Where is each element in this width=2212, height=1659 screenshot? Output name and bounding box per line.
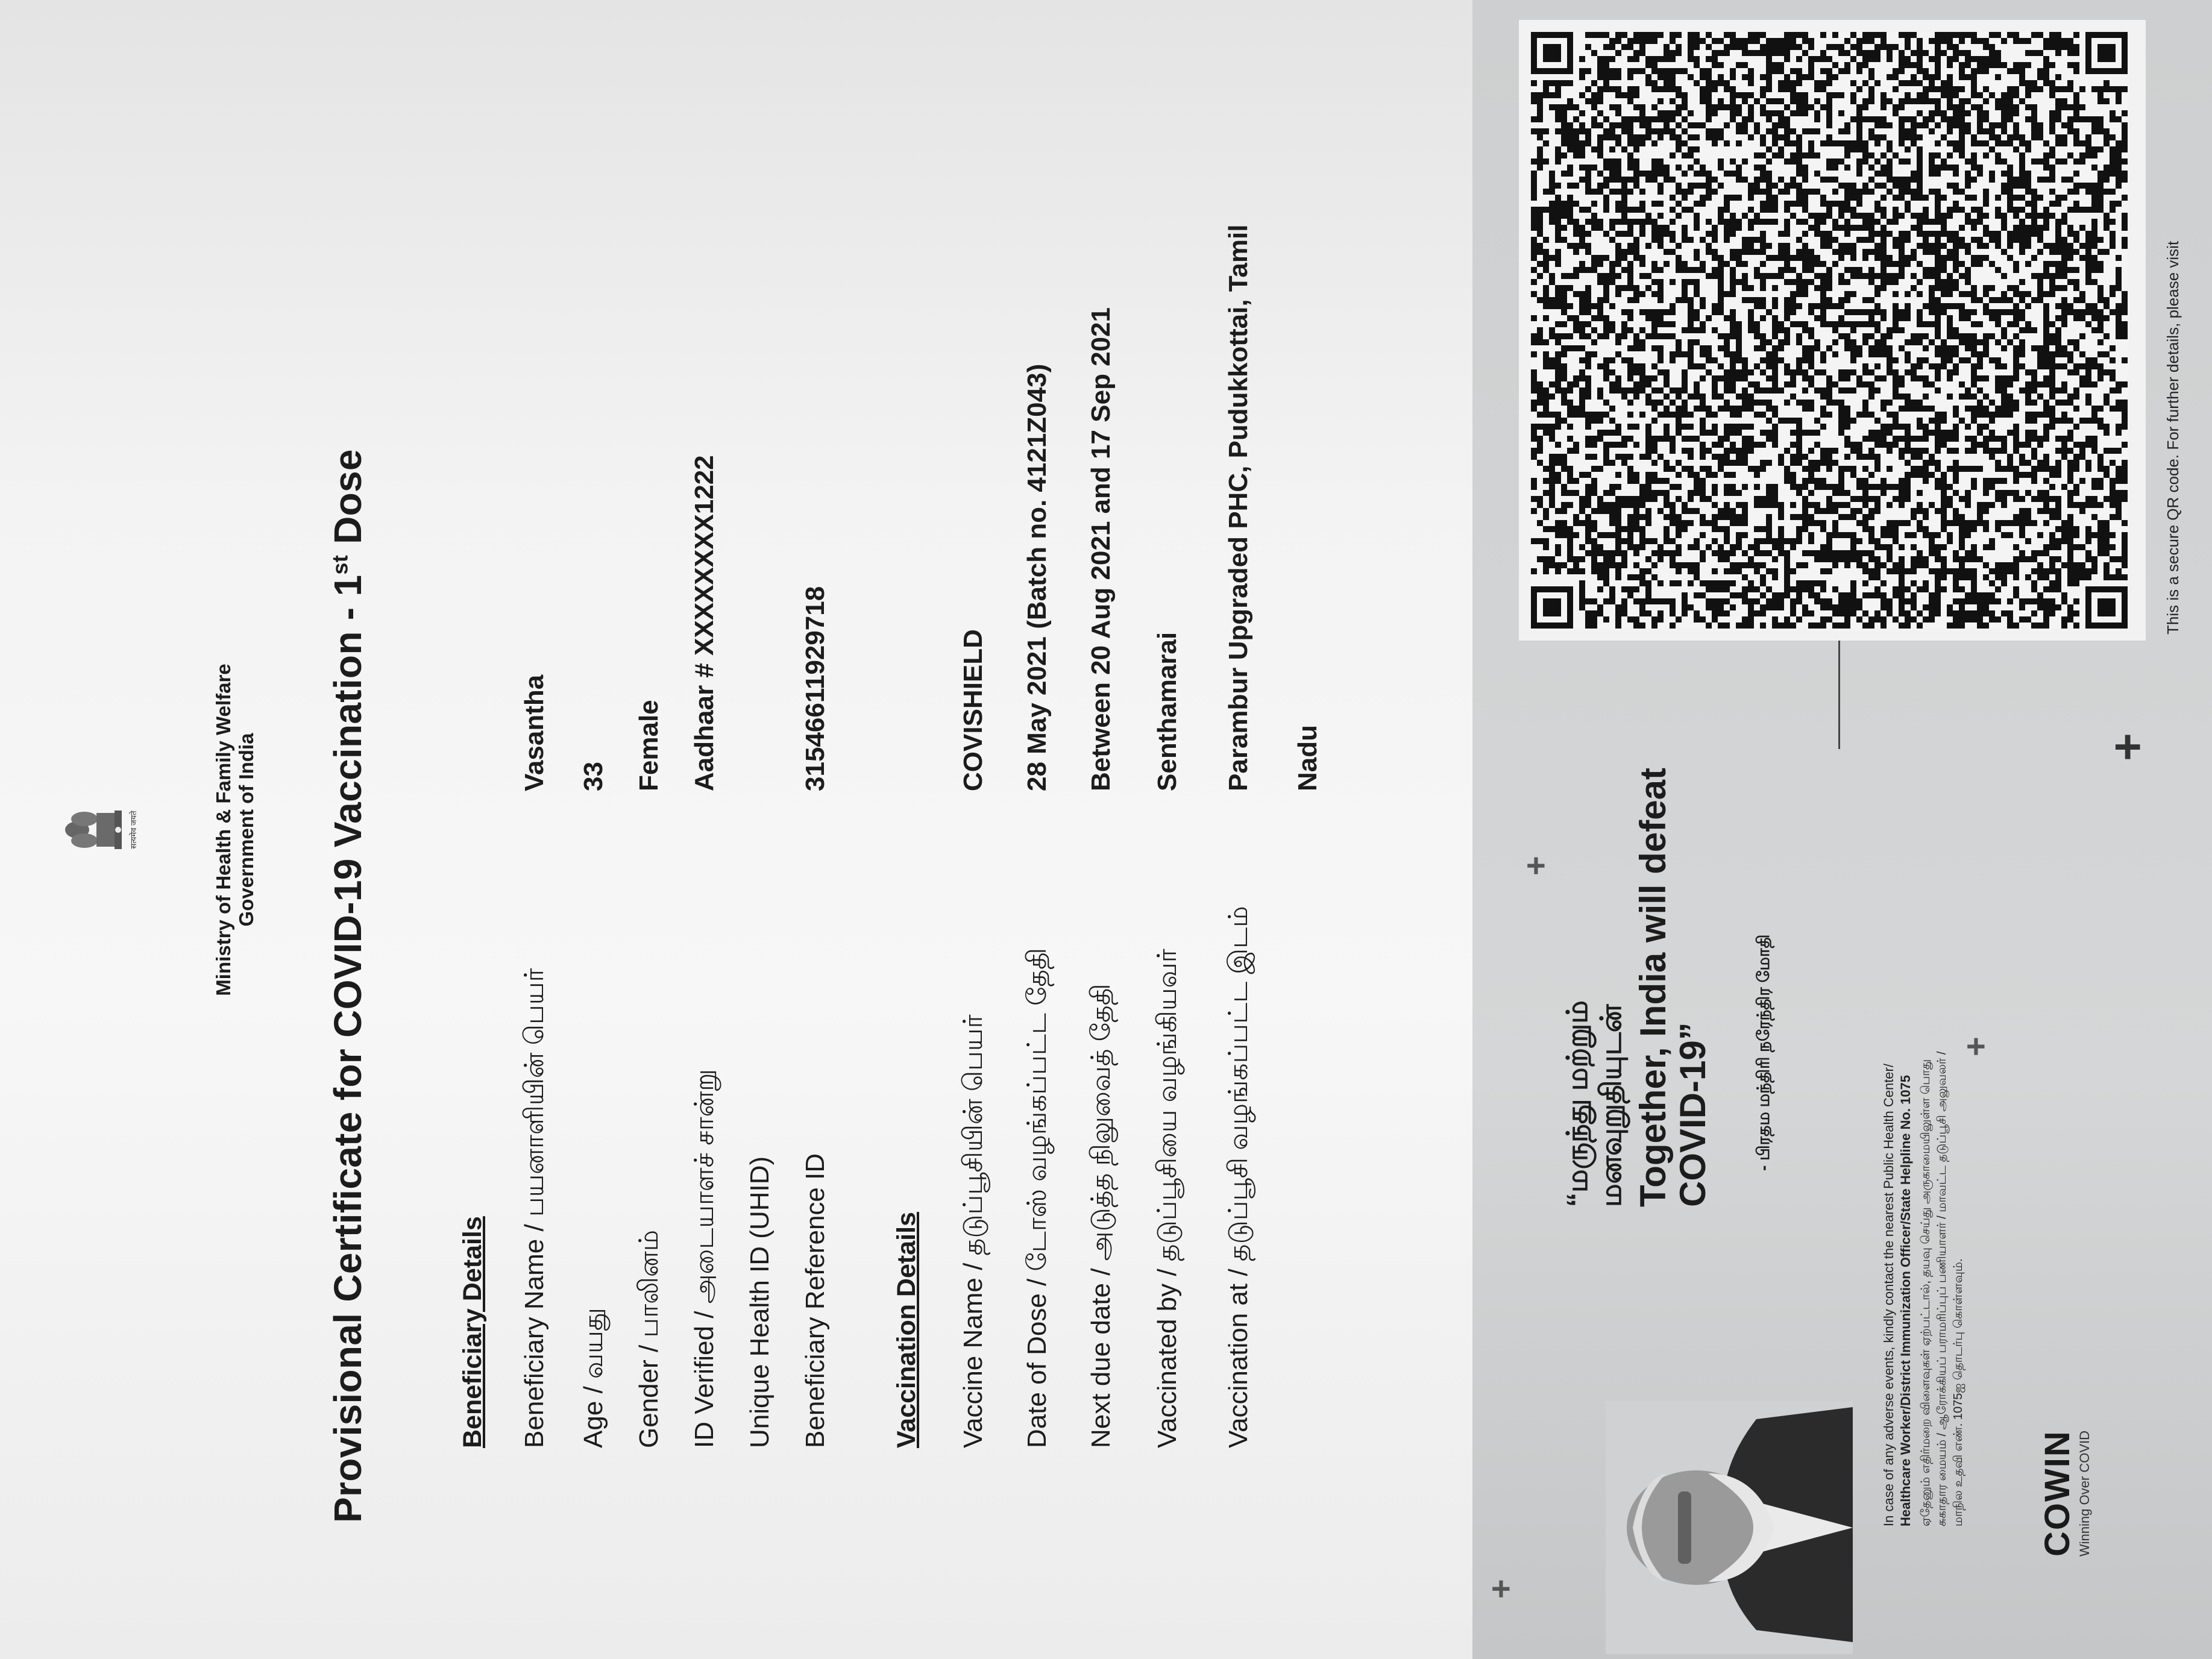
- certificate-title: [325, 137, 370, 1523]
- plus-decoration-icon: +: [1956, 1036, 1994, 1056]
- notice-line: மாநில உதவி எண். 1075ஐ தொடர்பு கொள்ளவும்.: [1952, 1258, 1965, 1526]
- vaccination-at-label: Vaccination at / தடுப்பூசி வழங்கப்பட்ட இடம்: [1224, 906, 1253, 1448]
- beneficiary-name-value: Vasantha: [520, 674, 549, 791]
- quote-tamil-line: “மருந்து மற்றும்: [1562, 1000, 1594, 1207]
- quote-english-line: Together, India will defeat: [1633, 768, 1673, 1207]
- qr-code-icon: [1531, 32, 2128, 629]
- quote-attribution: - பிரதம மந்திரி நரேந்திர மோதி: [1754, 934, 1773, 1171]
- quote-tamil: [1561, 725, 1629, 1207]
- title-main: Provisional Certificate for COVID-19 Vaccination - 1: [326, 574, 369, 1523]
- quote-english-line: COVID-19”: [1673, 1022, 1713, 1207]
- title-end: Dose: [326, 449, 369, 555]
- age-label: Age / வயது: [579, 1308, 608, 1448]
- next-due-date-label: Next due date / அடுத்த நிலுவைத் தேதி: [1086, 983, 1116, 1448]
- adverse-events-notice-tamil: [1918, 610, 1967, 1526]
- plus-decoration-icon: +: [1516, 856, 1554, 876]
- notice-line: Healthcare Worker/District Immunization Officer/State Helpline No. 1075: [1898, 1074, 1913, 1526]
- beneficiary-details-heading: Beneficiary Details: [458, 1216, 487, 1448]
- prime-minister-portrait: [1606, 1401, 1853, 1654]
- id-verified-value: Aadhaar # XXXXXXXX1222: [690, 455, 719, 791]
- id-verified-label: ID Verified / அடையாளச் சான்று: [690, 1068, 719, 1448]
- reference-id-value: 31546611929718: [800, 586, 830, 791]
- vaccination-details-heading: Vaccination Details: [892, 1212, 921, 1448]
- vaccine-name-value: COVISHIELD: [958, 629, 988, 791]
- qr-code-note: This is a secure QR code. For further details, please visit: [2164, 240, 2182, 635]
- cowin-tagline: Winning Over COVID: [2077, 1430, 2092, 1557]
- vaccination-at-value-cont: Nadu: [1293, 725, 1322, 791]
- vaccination-at-value: Parambur Upgraded PHC, Pudukkottai, Tamil: [1224, 224, 1253, 791]
- emblem-caption: सत्यमेव जयते: [129, 811, 138, 849]
- plus-decoration-icon: +: [2100, 733, 2154, 761]
- vaccinated-by-label: Vaccinated by / தடுப்பூசியை வழங்கியவர்: [1152, 949, 1182, 1448]
- plus-decoration-icon: +: [1481, 1579, 1519, 1599]
- quote-english: [1633, 725, 1713, 1207]
- notice-line: ஏதேனும் எதிர்மறை விளைவுகள் ஏற்பட்டால், தயவு செய்து அருகாமையிலுள்ள பொது: [1919, 1059, 1932, 1526]
- dose-date-value: 28 May 2021 (Batch no. 4121Z043): [1022, 363, 1052, 791]
- uhid-label: Unique Health ID (UHID): [745, 1156, 775, 1448]
- ministry-line: Ministry of Health & Family Welfare: [212, 663, 234, 996]
- gender-value: Female: [634, 700, 664, 791]
- reference-id-label: Beneficiary Reference ID: [800, 1153, 830, 1448]
- age-value: 33: [579, 762, 608, 791]
- government-line: Government of India: [235, 733, 257, 927]
- notice-line: In case of any adverse events, kindly contact the nearest Public Health Center/: [1881, 1064, 1896, 1526]
- vaccinated-by-value: Senthamarai: [1152, 632, 1182, 791]
- beneficiary-name-label: Beneficiary Name / பயனாளியின் பெயர்: [520, 968, 549, 1448]
- gender-label: Gender / பாலினம்: [634, 1229, 664, 1448]
- quote-tamil-line: மனவுறுதியுடன்: [1595, 1004, 1627, 1207]
- vaccine-name-label: Vaccine Name / தடுப்பூசியின் பெயர்: [958, 1014, 988, 1448]
- next-due-date-value: Between 20 Aug 2021 and 17 Sep 2021: [1086, 307, 1116, 791]
- title-sup: st: [327, 554, 353, 575]
- ministry-name: [212, 619, 258, 1041]
- dose-date-label: Date of Dose / டோஸ் வழங்கப்பட்ட தேதி: [1022, 947, 1052, 1448]
- adverse-events-notice-english: [1881, 610, 1914, 1526]
- notice-line: சுகாதார மையம் / ஆரோக்கியப் பராமரிப்புப் பணியாளர் / மாவட்ட தடுப்பூசி அலுவலர் /: [1935, 1051, 1949, 1526]
- national-emblem-icon: [54, 806, 127, 854]
- cowin-logo: COWIN: [2038, 1430, 2077, 1557]
